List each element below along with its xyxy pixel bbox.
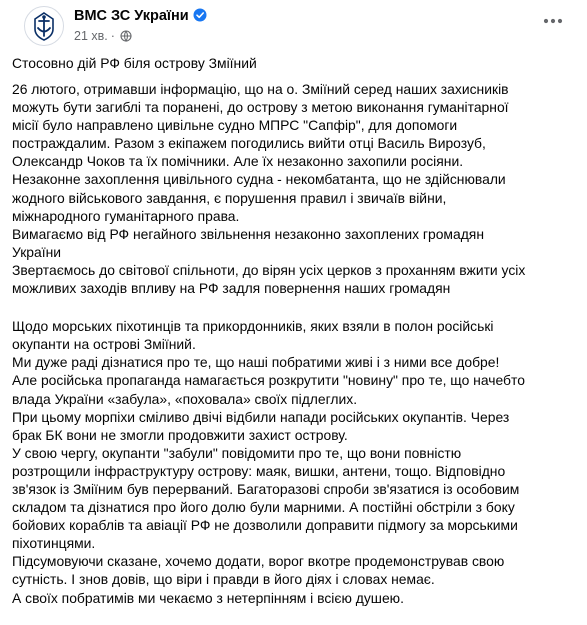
- post-text-line: Олександр Чоков та їх помічники. Але їх незаконно захопили росіяни.: [12, 153, 464, 170]
- post-text-line: складом та дізнатися про його долю були марними. А постійні обстріли з боку: [12, 499, 515, 516]
- post-meta: [74, 29, 132, 45]
- post-text-line: місії було направлено цивільне судно МПРС "Сапфір", для допомоги: [12, 117, 458, 134]
- post-text-line: розтрощили інфраструктуру острову: маяк, вишки, антени, тощо. Відповідно: [12, 462, 506, 479]
- post-text-line: А своїх побратимів ми чекаємо з нетерпінням і всією душею.: [12, 589, 404, 606]
- post-text-line: України: [12, 243, 62, 260]
- post-text-line: Щодо морських піхотинців та прикордонників, яких взяли в полон російські: [12, 318, 494, 335]
- post-text-line: постраждалим. Разом з екіпажем погодились вийти отці Василь Вирозуб,: [12, 135, 486, 152]
- post-title: Стосовно дій РФ біля острову Зміїний: [12, 55, 257, 71]
- post-text-line: У свою чергу, окупанти "забули" повідомити про те, що вони повністю: [12, 444, 462, 461]
- navy-emblem-icon: [26, 8, 62, 44]
- more-options-icon[interactable]: [539, 10, 567, 32]
- post-body: [12, 80, 582, 607]
- post-text-line: міжнародного гуманітарного права.: [12, 207, 240, 224]
- page-name-line: [74, 8, 207, 26]
- post-text-line: 26 лютого, отримавши інформацію, що на о. Зміїний серед наших захисників: [12, 81, 509, 97]
- post-text-line: жодного військового завдання, є порушення правил і звичаїв війни,: [12, 189, 447, 206]
- post-text-line: зв'язок із Зміїним був перерваний. Багаторазові спроби зв'язатися із особовим: [12, 480, 520, 497]
- post-text-line: Але російська пропаганда намагається розкрутити "новину" про те, що начебто: [12, 372, 525, 389]
- post-text-line: Ми дуже раді дізнатися про те, що наші побратими живі і з ними все добре!: [12, 354, 500, 371]
- post-text-line: бойових кораблів та авіації РФ не дозволили доправити підмогу за морськими: [12, 517, 518, 534]
- post-text-line: Незаконне захоплення цивільного судна - некомбатанта, що не здійснювали: [12, 171, 506, 188]
- post-text-line: можливих заходів впливу на РФ задля повернення наших громадян: [12, 280, 451, 297]
- post-text-line: Вимагаємо від РФ негайного звільнення незаконно захоплених громадян: [12, 225, 485, 242]
- post-text-line: піхотинцями.: [12, 535, 96, 552]
- post-text-line: окупанти на острові Зміїний.: [12, 336, 196, 353]
- post-timestamp[interactable]: 21 хв.: [74, 29, 108, 43]
- paragraph-spacer: [12, 297, 582, 317]
- verified-badge-icon: [193, 8, 207, 26]
- post-text-line: брак БК вони не змогли продовжити захист острову.: [12, 426, 348, 443]
- post-text-line: При цьому морпіхи сміливо двічі відбили напади російських окупантів. Через: [12, 408, 510, 425]
- post-text-line: Звертаємось до світової спільноти, до вірян усіх церков з проханням вжити усіх: [12, 261, 526, 278]
- page-name-link[interactable]: ВМС ЗС України: [74, 8, 189, 24]
- post-header: [12, 0, 573, 46]
- post-paragraph-group-1: [12, 80, 582, 297]
- post-text-line: Підсумовуючи сказане, хочемо додати, ворог вкотре продемонстрував свою: [12, 553, 505, 570]
- avatar[interactable]: [24, 6, 64, 46]
- post-text-line: сутність. І знов довів, що віри і правди в його діях і словах немає.: [12, 571, 435, 588]
- meta-separator: ·: [110, 29, 115, 43]
- post-text-line: влада України «забула», «поховала» своїх підлеглих.: [12, 390, 358, 407]
- post-text-line: можуть бути загиблі та поранені, до острову з метою виконання гуманітарної: [12, 99, 509, 116]
- post-paragraph-group-2: [12, 317, 582, 607]
- globe-icon[interactable]: [120, 30, 132, 45]
